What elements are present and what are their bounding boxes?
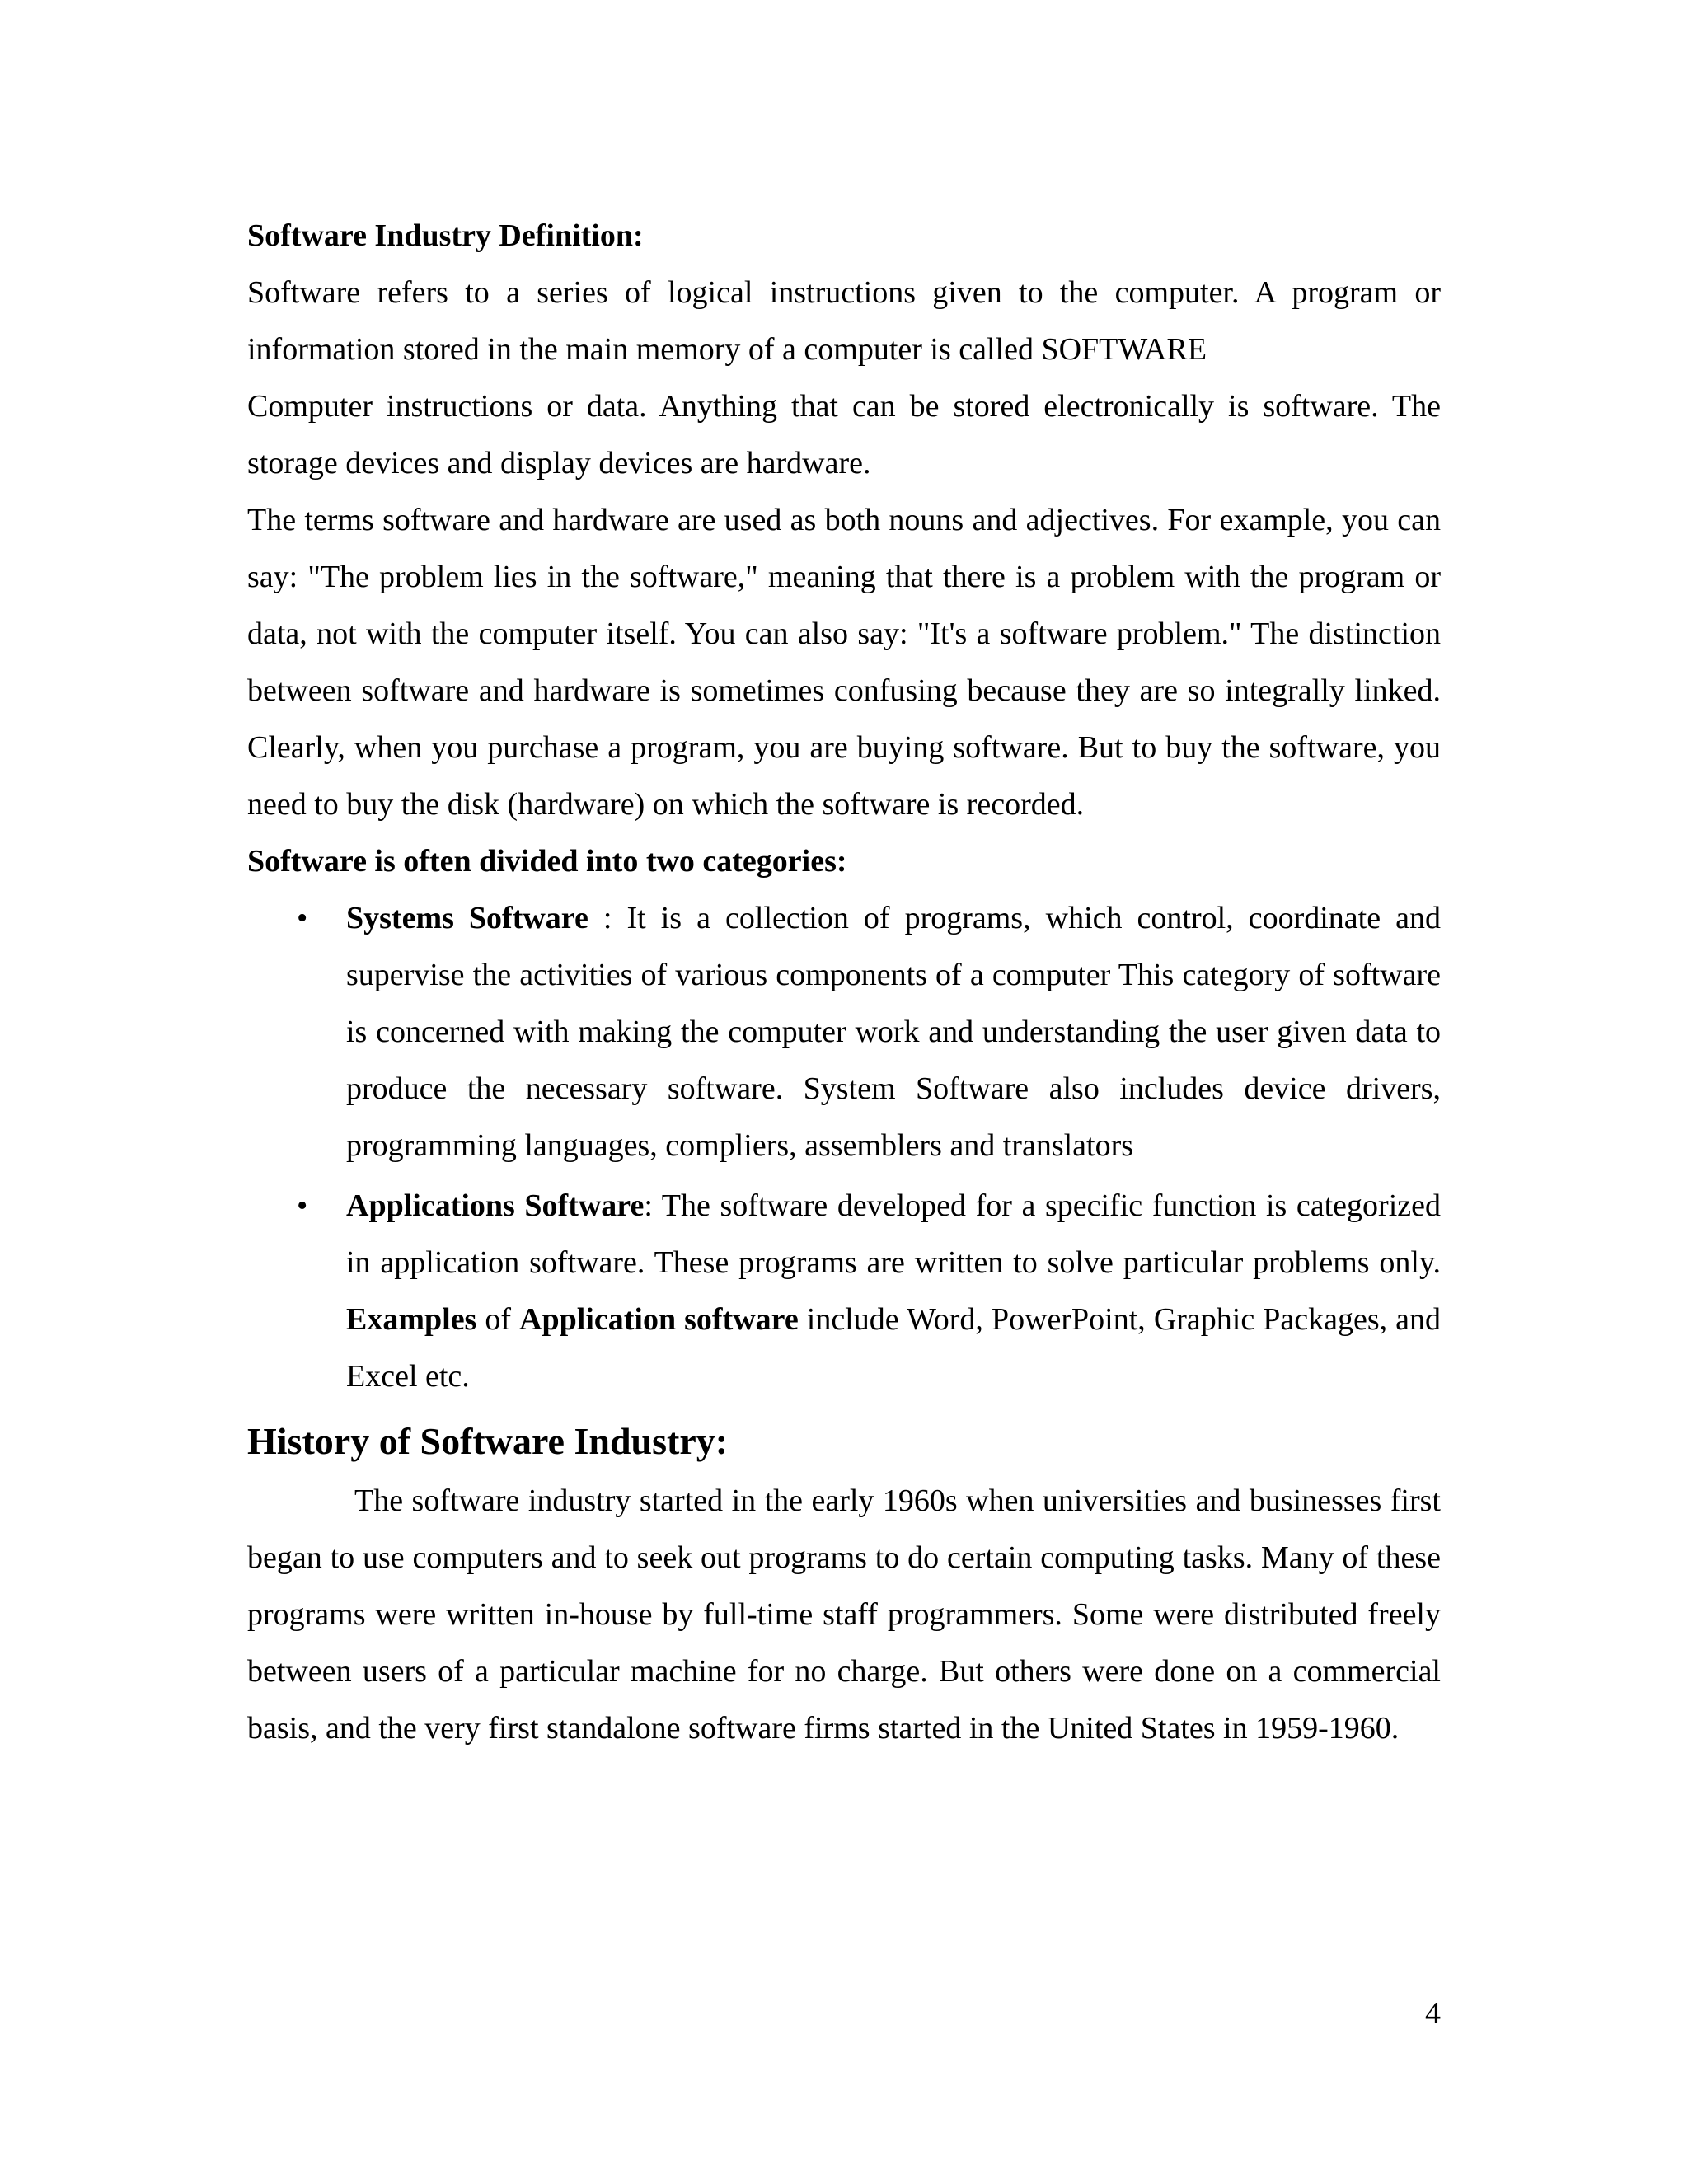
bullet-icon: • bbox=[297, 901, 308, 935]
section-heading-categories: Software is often divided into two categories: bbox=[247, 844, 847, 879]
list-item-applications-software bbox=[247, 1178, 1441, 1405]
section-heading-history: History of Software Industry: bbox=[247, 1420, 729, 1462]
section-heading-definition: Software Industry Definition: bbox=[247, 218, 644, 253]
bullet-icon: • bbox=[297, 1188, 308, 1223]
document-page bbox=[247, 208, 1441, 1757]
applications-software-title: Applications Software bbox=[346, 1188, 645, 1223]
systems-software-title: Systems Software bbox=[346, 901, 588, 935]
applications-examples-text: include Word, PowerPoint, Graphic Packages, and Excel etc. bbox=[346, 1302, 1442, 1394]
definition-paragraph-1: Software refers to a series of logical instructions given to the computer. A program or information stored in the main memory of a computer is called SOFTWARE bbox=[247, 275, 1441, 367]
of-text: of bbox=[476, 1302, 520, 1337]
categories-list bbox=[247, 890, 1441, 1405]
history-paragraph: The software industry started in the early 1960s when universities and businesses first began to use computers and to seek out programs to do certain computing tasks. Many of these programs were written in-house by full-time staff programmers. Some were distributed freely between users of a particular machine for no charge. But others were done on a commercial basis, and the very first standalone software firms started in the United States in 1959-1960. bbox=[247, 1483, 1441, 1746]
systems-software-text: : It is a collection of programs, which control, coordinate and supervise the activities of various components of a computer This category of software is concerned with making the computer work and understanding the user given data to produce the necessary software. System Software also includes device drivers, programming languages, compliers, assemblers and translators bbox=[346, 901, 1441, 1163]
list-item-systems-software bbox=[247, 890, 1441, 1174]
examples-label: Examples bbox=[346, 1302, 477, 1337]
application-software-label: Application software bbox=[519, 1302, 799, 1337]
page-number: 4 bbox=[1425, 1996, 1441, 2031]
applications-software-text: : The software developed for a specific function is categorized in application software. These programs are written to solve particular problems only. bbox=[346, 1188, 1441, 1280]
definition-paragraph-3: The terms software and hardware are used as both nouns and adjectives. For example, you can say: "The problem lies in the software," meaning that there is a problem with the program or data, not with the computer itself. You can also say: "It's a software problem." The distinction between software and hardware is sometimes confusing because they are so integrally linked. Clearly, when you purchase a program, you are buying software. But to buy the software, you need to buy the disk (hardware) on which the software is recorded. bbox=[247, 503, 1441, 822]
definition-paragraph-2: Computer instructions or data. Anything that can be stored electronically is software. The storage devices and display devices are hardware. bbox=[247, 389, 1441, 480]
